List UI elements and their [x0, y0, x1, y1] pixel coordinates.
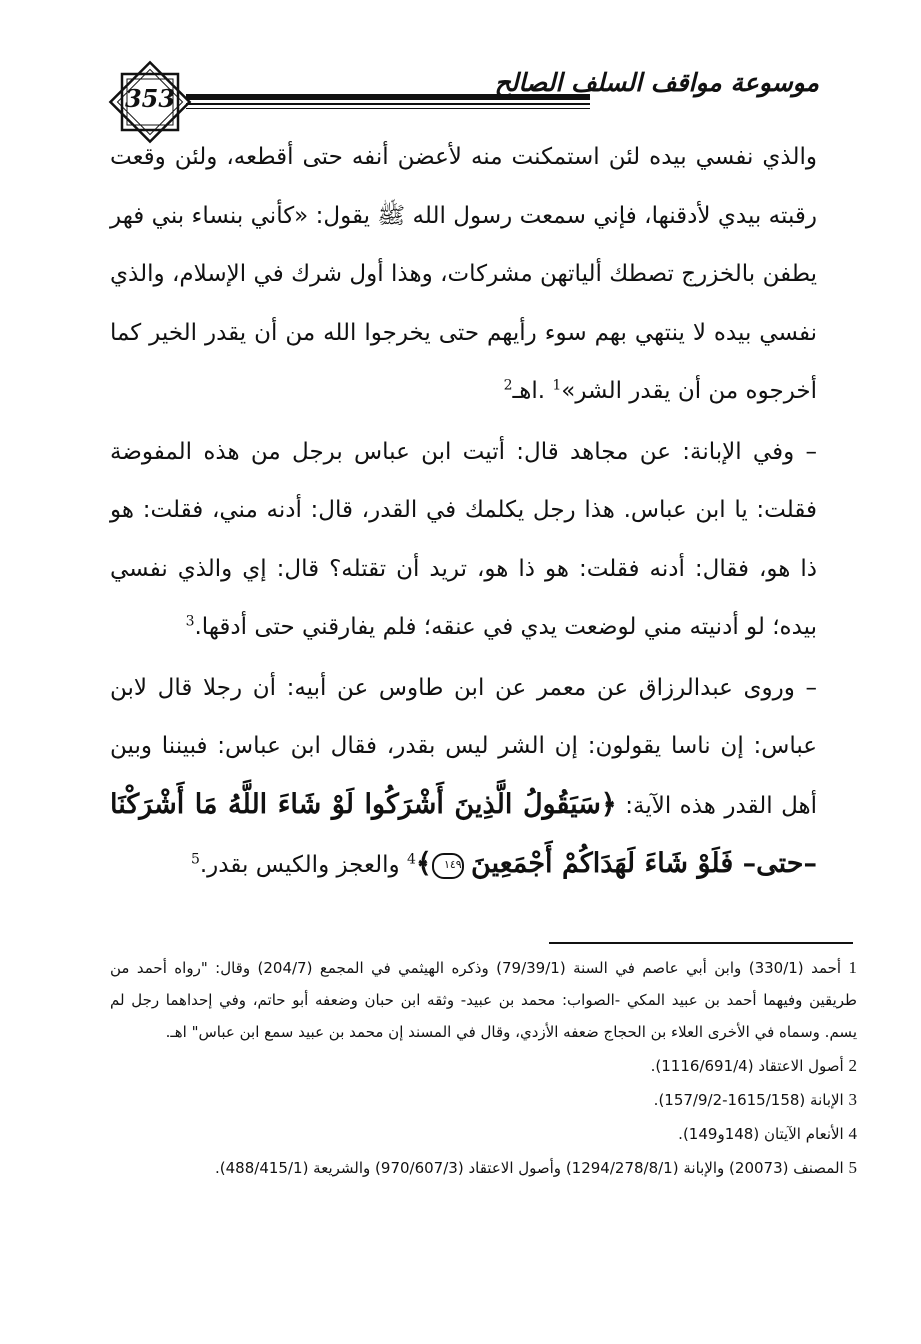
page-number: 353 — [124, 84, 176, 113]
page-header — [0, 0, 921, 140]
footnote-separator — [549, 942, 853, 944]
header-rule-medium — [186, 103, 590, 105]
footnote-ref[interactable]: 1 — [552, 377, 562, 394]
quran-verse: ﴿سَيَقُولُ الَّذِينَ أَشْرَكُوا لَوْ شَاءَ اللَّهُ مَا أَشْرَكْنَا –حتى– فَلَوْ شَاءَ لَهَدَاكُمْ أَجْمَعِينَ — [110, 788, 817, 879]
header-rule-thin — [186, 108, 590, 109]
footnote: 5 المصنف (20073) والإبانة (1294/278/8/1) وأصول الاعتقاد (970/607/3) والشريعة (488/415/1). — [215, 1158, 857, 1177]
footnote-ref[interactable]: 3 — [185, 613, 195, 630]
footnote: 3 الإبانة (1615/158-157/9/2). — [653, 1090, 857, 1109]
paragraph-2: – وفي الإبانة: عن مجاهد قال: أتيت ابن عباس برجل من هذه المفوضة فقلت: يا ابن عباس. هذا رجل يكلمك في القدر، قال: أدنه مني، فقلت: هو ذا هو، فقال: أدنه فقلت: هو ذا هو، تريد أن تقتله؟ قال: إي والذي نفسي بيده؛ لو أدنيته مني لوضعت يدي في عنقه؛ فلم يفارقني حتى أدقها.$^3$ — [110, 438, 817, 640]
quran-close-bracket: ﴾ — [415, 848, 432, 879]
footnote-ref[interactable]: 2 — [503, 377, 513, 394]
paragraph-1: والذي نفسي بيده لئن استمكنت منه لأعضن أنفه حتى أقطعه، ولئن وقعت رقبته بيدي لأدقنها، فإني سمعت رسول الله ﷺ يقول: «كأني بنساء بني فهر يطفن بالخزرج تصطك ألياتهن مشركات، وهذا أول شرك في الإسلام، والذي نفسي بيده لا ينتهي بهم سوء رأيهم حتى يخرجوا الله من أن يقدر الخير كما أخرجوه من أن يقدر الشر»$^1$ .اهـ$^2$ — [110, 144, 817, 404]
footnote: 2 أصول الاعتقاد (1116/691/4). — [650, 1056, 857, 1075]
book-title: موسوعة مواقف السلف الصالح — [494, 68, 819, 97]
ayah-number-mark: ١٤٩ — [432, 853, 464, 879]
main-text — [110, 128, 817, 895]
footnotes — [110, 952, 857, 1186]
footnote-ref[interactable]: 5 — [190, 851, 200, 868]
paragraph-3: – وروى عبدالرزاق عن معمر عن ابن طاوس عن أبيه: أن رجلا قال لابن عباس: إن ناسا يقولون: إن الشر ليس بقدر، فقال ابن عباس: فبيننا وبين أهل القدر هذه الآية: ﴿سَيَقُولُ الَّذِينَ أَشْرَكُوا لَوْ شَاءَ اللَّهُ مَا أَشْرَكْنَا –حتى– فَلَوْ شَاءَ لَهَدَاكُمْ أَجْمَعِينَ ١٤٩﴾$^4$ والعجز والكيس بقدر.$^5$ — [110, 674, 818, 879]
footnote-ref[interactable]: 4 — [406, 851, 416, 868]
footnote: 4 الأنعام الآيتان (148و149). — [678, 1124, 857, 1143]
footnote: 1 أحمد (330/1) وابن أبي عاصم في السنة (79/39/1) وذكره الهيثمي في المجمع (204/7) وقال: "رواه أحمد من طريقين وفيهما أحمد بن عبيد المكي -الصواب: محمد بن عبيد- وثقه ابن حبان وضعفه أبو حاتم، وفي إحداهما رجل لم يسم. وسماه في الأخرى العلاء بن الحجاج ضعفه الأزدي، وقال في المسند إن محمد بن عبيد سمع ابن عباس" اهـ. — [110, 958, 858, 1041]
